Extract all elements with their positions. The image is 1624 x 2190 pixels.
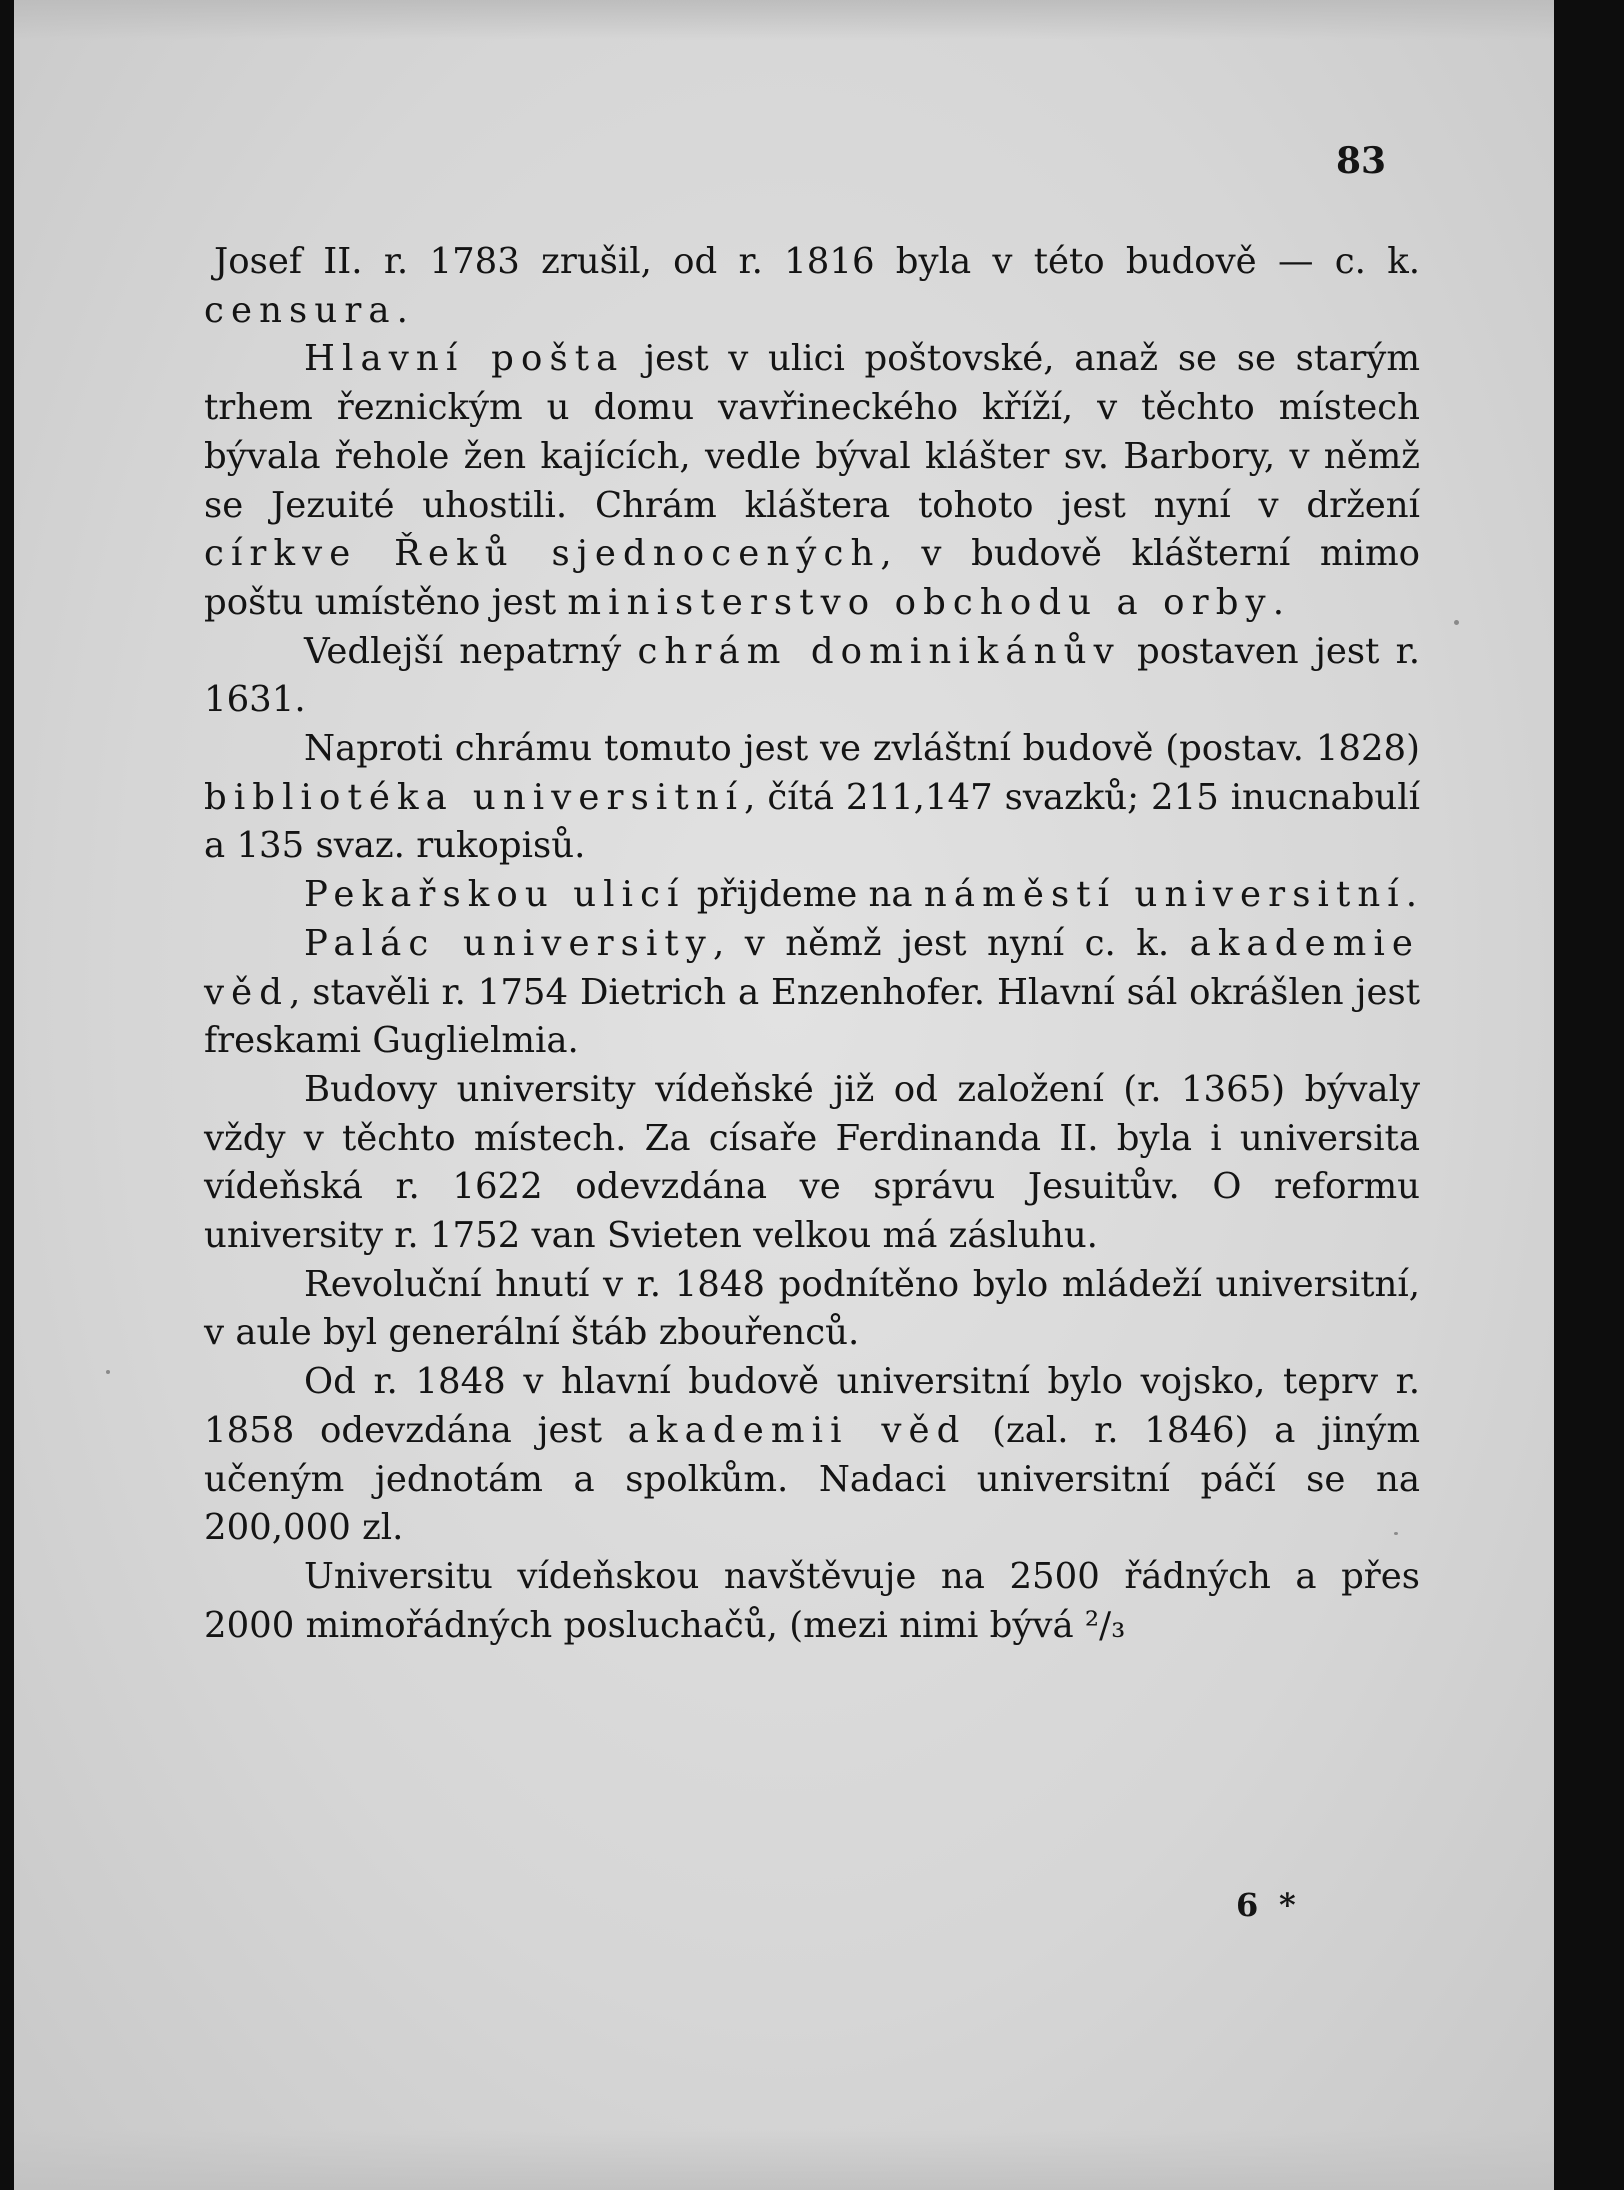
spaced-term: Hlavní pošta (304, 338, 625, 380)
text-run: Naproti chrámu tomuto jest ve zvláštní budově (postav. 1828) (304, 728, 1420, 770)
text-run: Vedlejší nepatrný (304, 630, 638, 672)
paragraph: Budovy university vídeňské již od založení (r. 1365) bývaly vždy v těchto místech. Za císaře Ferdinanda II. byla i universita vídeňská r. 1622 odevzdána ve správu Jesuitův. O reformu university r. 1752 van Svieten velkou má zásluhu. (204, 1068, 1420, 1257)
spaced-term: akademie věd (204, 922, 1421, 1013)
scan-speck (1454, 620, 1459, 625)
paragraph: Revoluční hnutí v r. 1848 podnítěno bylo mládeží universitní, v aule byl generální štáb zbouřenců. (204, 1263, 1420, 1354)
paragraph (204, 238, 1420, 335)
text-run: , čítá 211,147 svazků; 215 inucnabulí a 135 svaz. rukopisů. (204, 776, 1420, 867)
text-run: . (1272, 581, 1284, 623)
paragraph (204, 628, 1420, 725)
text-run: jest v ulici poštovské, anaž se se starým trhem řeznickým u domu vavřineckého kříží, v těchto místech bývala řehole žen kajících, vedle býval klášter sv. Barbory, v němž se Jezuité uhostili. Chrám kláštera tohoto jest nyní v držení (204, 338, 1420, 526)
text-run: Josef II. r. 1783 zrušil, od r. 1816 byla v této budově — c. k. (214, 241, 1420, 282)
text-run: , v budově klášterní mimo poštu umístěno jest (204, 533, 1420, 623)
scan-speck (106, 1370, 110, 1374)
scanned-page (14, 0, 1554, 2190)
paragraph: Universitu vídeňskou navštěvuje na 2500 řádných a přes 2000 mimořádných posluchačů, (mezi nimi bývá ²/₃ (204, 1555, 1420, 1646)
spaced-term: církve Řeků sjednocených (204, 533, 881, 575)
page-shadow-bottom (14, 2130, 1554, 2190)
spaced-term: ministerstvo obchodu a orby (567, 581, 1273, 623)
text-run: (zal. r. 1846) a jiným učeným jednotám a spolkům. Nadaci universitní páčí se na 200,000 zl. (204, 1409, 1421, 1549)
spaced-term: chrám dominikánův (637, 630, 1121, 672)
spaced-term: akademii věd (627, 1409, 967, 1451)
text-run: přijdeme na (685, 874, 924, 916)
spaced-term: náměstí universitní (923, 874, 1406, 916)
text-run: . (396, 289, 408, 331)
page-body-text (204, 238, 1420, 1650)
paragraph (204, 335, 1420, 627)
text-run: , stavěli r. 1754 Dietrich a Enzenhofer. Hlavní sál okrášlen jest freskami Guglielmia. (204, 971, 1420, 1062)
paragraph (204, 725, 1420, 871)
text-run: Od r. 1848 v hlavní budově universitní bylo vojsko, teprv r. 1858 odevzdána jest (204, 1361, 1420, 1451)
spaced-term: censura (204, 289, 397, 331)
page-number: 83 (1336, 140, 1387, 182)
signature-mark: 6 * (1236, 1886, 1301, 1924)
paragraph (204, 920, 1420, 1066)
paragraph (204, 871, 1420, 920)
spaced-term: Palác university (304, 922, 713, 964)
page-shadow-top (14, 0, 1554, 40)
text-run: postaven jest r. 1631. (204, 630, 1420, 721)
spaced-term: Pekařskou ulicí (304, 874, 686, 916)
spaced-term: bibliotéka universitní (204, 776, 745, 818)
text-run: . (1405, 874, 1418, 916)
paragraph (204, 1358, 1420, 1553)
text-run: , v němž jest nyní c. k. (712, 922, 1190, 964)
